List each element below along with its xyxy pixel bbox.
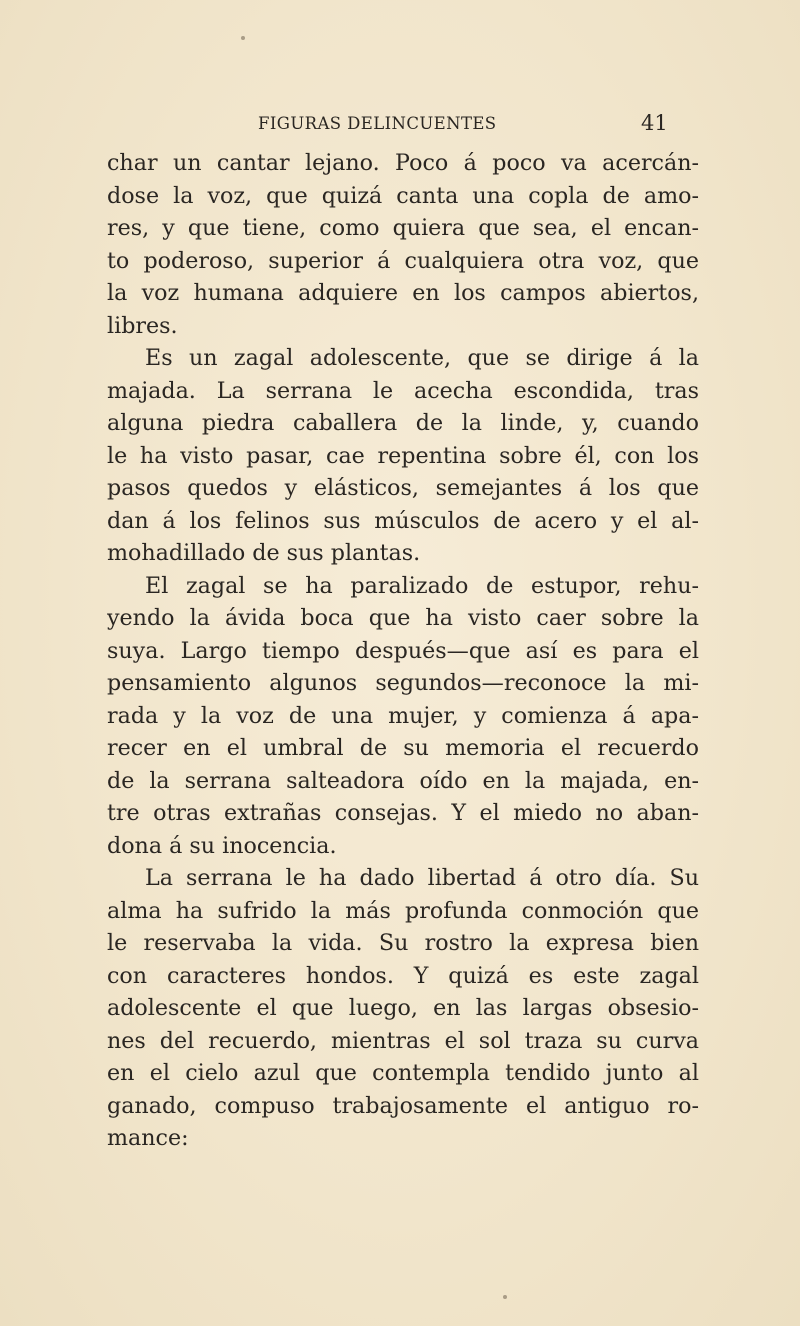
- text-line: dona á su inocencia.: [107, 832, 337, 859]
- text-line: tre otras extrañas consejas. Y el miedo no aban-: [107, 800, 699, 826]
- running-title: FIGURAS DELINCUENTES: [258, 114, 497, 133]
- text-line: le ha visto pasar, cae repentina sobre él, con los: [107, 442, 699, 469]
- text-line: Es un zagal adolescente, que se dirige á la: [145, 345, 699, 371]
- text-line: con caracteres hondos. Y quizá es este zagal: [107, 962, 699, 989]
- text-line: char un cantar lejano. Poco á poco va acercán-: [107, 150, 699, 176]
- text-line: dan á los felinos sus músculos de acero y el al-: [107, 507, 699, 534]
- text-line: le reservaba la vida. Su rostro la expresa bien: [107, 930, 699, 956]
- text-line: mance:: [107, 1125, 189, 1151]
- text-line: adolescente el que luego, en las largas obsesio-: [107, 995, 699, 1021]
- paper-speck: [241, 36, 245, 40]
- text-line: pasos quedos y elásticos, semejantes á los que: [107, 475, 699, 501]
- text-line: res, y que tiene, como quiera que sea, el encan-: [107, 215, 699, 241]
- page-number: 41: [641, 111, 668, 135]
- text-line: ganado, compuso trabajosamente el antiguo ro-: [107, 1092, 699, 1119]
- text-line: en el cielo azul que contempla tendido junto al: [107, 1060, 699, 1086]
- text-line: mohadillado de sus plantas.: [107, 540, 421, 566]
- text-line: dose la voz, que quizá canta una copla de amo-: [107, 182, 699, 209]
- text-line: majada. La serrana le acecha escondida, tras: [107, 377, 699, 404]
- text-line: recer en el umbral de su memoria el recuerdo: [107, 735, 699, 761]
- text-line: pensamiento algunos segundos—reconoce la mi-: [107, 670, 699, 696]
- text-line: nes del recuerdo, mientras el sol traza su curva: [107, 1027, 699, 1054]
- text-line: la voz humana adquiere en los campos abiertos,: [107, 280, 699, 306]
- text-line: libres.: [107, 312, 178, 339]
- paper-speck: [503, 1295, 507, 1299]
- text-line: suya. Largo tiempo después—que así es para el: [107, 637, 699, 664]
- text-line: to poderoso, superior á cualquiera otra voz, que: [107, 247, 699, 274]
- text-line: alguna piedra caballera de la linde, y, cuando: [107, 410, 699, 436]
- text-line: de la serrana salteadora oído en la majada, en-: [107, 767, 699, 794]
- text-line: yendo la ávida boca que ha visto caer sobre la: [107, 605, 699, 631]
- text-line: La serrana le ha dado libertad á otro día. Su: [145, 865, 699, 891]
- page-header: [0, 111, 800, 144]
- body-text: [107, 147, 699, 1155]
- text-line: El zagal se ha paralizado de estupor, rehu-: [145, 572, 699, 599]
- text-line: rada y la voz de una mujer, y comienza á apa-: [107, 702, 699, 729]
- text-line: alma ha sufrido la más profunda conmoción que: [107, 897, 699, 924]
